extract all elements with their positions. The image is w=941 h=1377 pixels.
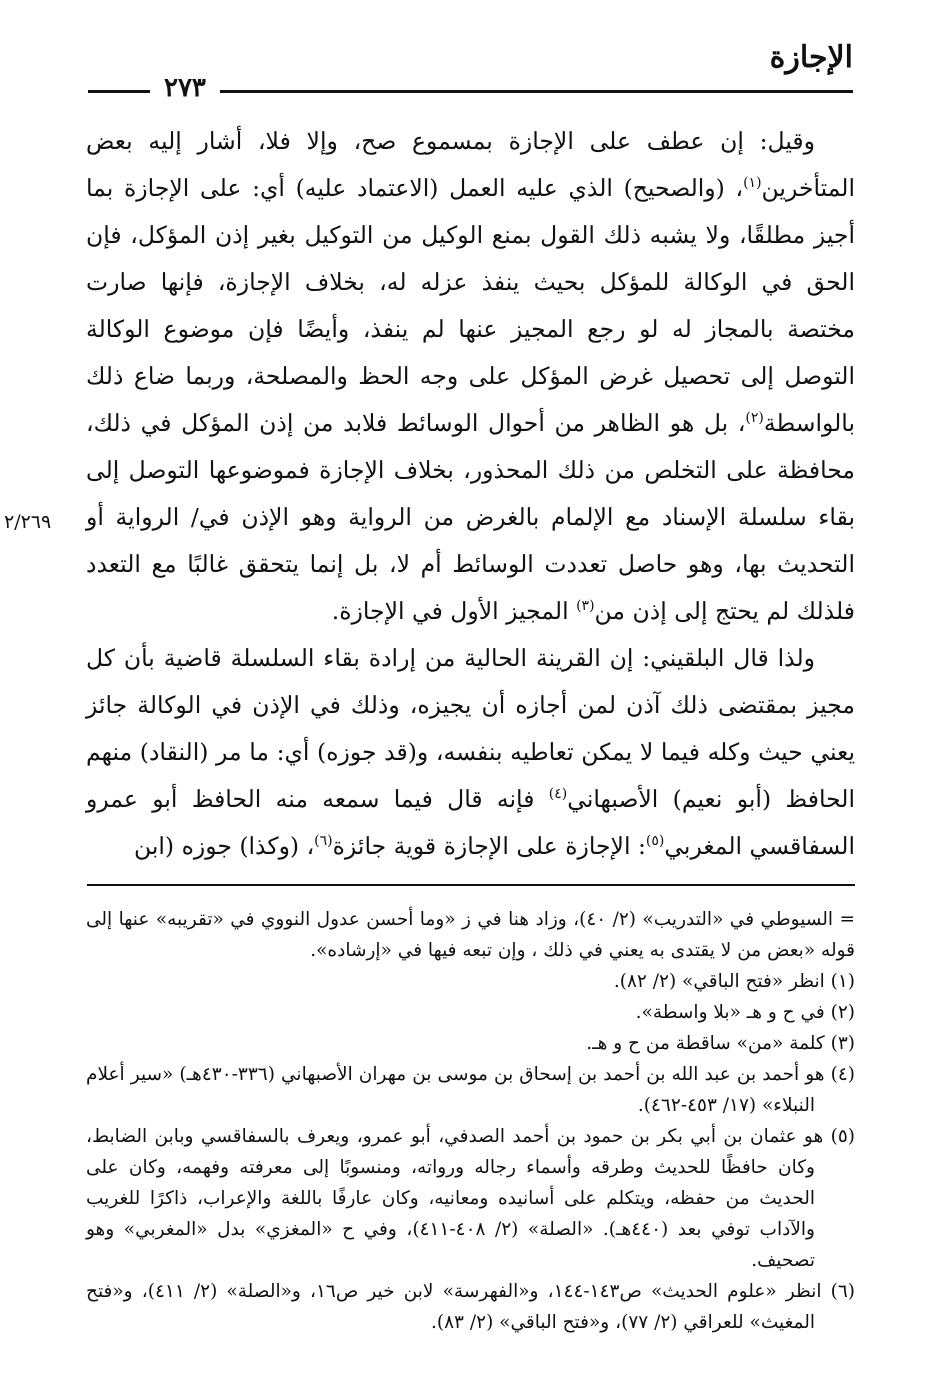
page-header	[88, 38, 853, 103]
footnote-3: (٣) كلمة «من» ساقطة من ح و هـ.	[586, 1033, 855, 1054]
footnote-5: (٥) هو عثمان بن أبي بكر بن حمود بن أحمد الصدفي، أبو عمرو، ويعرف بالسفاقسي وبابن الضابط، وكان حافظًا للحديث وطرقه وأسماء رجاله ورواته، ومنسوبًا إلى معرفته وفهمه، وكان على الحديث من حفظه، ويتكلم على أسانيده ومعانيه، وكان عارفًا باللغة والإعراب، ذاكرًا للغريب والآداب توفي بعد (٤٤٠هـ). «الصلة» (٢/ ٤٠٨-٤١١)، وفي ح «المغزي» بدل «المغربي» وهو تصحيف.	[86, 1126, 855, 1271]
footnote-ref-2: (٢)	[745, 410, 764, 427]
paragraph-1-text-a: وقيل: إن عطف على الإجازة بمسموع صح، وإلا فلا، أشار إليه بعض المتأخرين	[86, 127, 855, 202]
paragraph-1-text-c: ، بل هو الظاهر من أحوال الوسائط فلابد من إذن المؤكل في ذلك، محافظة على التخلص من ذلك المحذور، بخلاف الإجازة فموضوعها التوصل إلى بقاء سلسلة الإسناد مع الإلمام بالغرض من الرواية وهو الإذن في/ الرواية أو التحديث بها، وهو حاصل تعددت الوسائط أم لا، بل إنما يتحقق غالبًا مع التعدد فلذلك لم يحتج إلى إذن من	[86, 409, 855, 625]
footnote-continuation: = السيوطي في «التدريب» (٢/ ٤٠)، وزاد هنا في ز «وما أحسن عدول النووي في «تقريبه» عنها إلى قوله «بعض من لا يقتدى به يعني في ذلك ، وإن تبعه فيها في «إرشاده».	[86, 909, 855, 961]
paragraph-2	[86, 635, 855, 870]
footnote-6: (٦) انظر «علوم الحديث» ص١٤٣-١٤٤، و«الفهرسة» لابن خير ص١٦، و«الصلة» (٢/ ٤١١)، و«فتح المغيث» للعراقي (٢/ ٧٧)، و«فتح الباقي» (٢/ ٨٣).	[86, 1281, 855, 1333]
footnotes	[86, 904, 855, 1338]
paragraph-2-text-b: فإنه قال فيما سمعه منه الحافظ أبو عمرو السفاقسي المغربي	[86, 785, 855, 860]
footnote-ref-5: (٥)	[645, 833, 665, 850]
page-number: ٢٧٣	[150, 68, 220, 108]
footnote-ref-4: (٤)	[548, 786, 568, 803]
footnote-ref-1: (١)	[743, 175, 762, 192]
footnote-4: (٤) هو أحمد بن عبد الله بن أحمد بن إسحاق بن موسى بن مهران الأصبهاني (٣٣٦-٤٣٠هـ) «سير أعلام النبلاء» (١٧/ ٤٥٣-٤٦٢).	[86, 1064, 856, 1116]
main-text	[86, 118, 855, 870]
paragraph-2-text-c: : الإجازة على الإجازة قوية جائزة	[332, 832, 646, 860]
paragraph-1-text-b: ، (والصحيح) الذي عليه العمل (الاعتماد عليه) أي: على الإجازة بما أجيز مطلقًا، ولا يشبه ذلك القول بمنع الوكيل من التوكيل بغير إذن المؤكل، فإن الحق في الوكالة للمؤكل بحيث ينفذ عزله له، بخلاف الإجازة، فإنها صارت مختصة بالمجاز له لو رجع المجيز عنها لم ينفذ، وأيضًا فإن موضوع الوكالة التوصل إلى تحصيل غرض المؤكل على وجه الحظ والمصلحة، وربما ضاع ذلك بالواسطة	[86, 174, 855, 437]
footnote-1: (١) انظر «فتح الباقي» (٢/ ٨٢).	[613, 971, 855, 992]
footnote-ref-6: (٦)	[314, 833, 333, 850]
footnote-ref-3: (٣)	[576, 598, 595, 615]
paragraph-1-text-d: المجيز الأول في الإجازة.	[331, 597, 577, 625]
footnote-2: (٢) في ح و هـ «بلا واسطة».	[635, 1002, 855, 1023]
paragraph-2-text-d: ، (وكذا) جوزه (ابن	[133, 832, 315, 860]
margin-page-reference: ٢/٢٦٩	[4, 511, 52, 533]
paragraph-2-text-a: ولذا قال البلقيني: إن القرينة الحالية من إرادة بقاء السلسلة قاضية بأن كل مجيز بمقتضى ذلك آذن لمن أجازه أن يجيزه، وذلك في الإذن في الوكالة جائز يعني حيث وكله فيما لا يمكن تعاطيه بنفسه، و(قد جوزه) أي: ما مر (النقاد) منهم الحافظ (أبو نعيم) الأصبهاني	[86, 644, 855, 813]
footnote-separator	[87, 884, 855, 886]
paragraph-1	[86, 118, 855, 635]
running-title: الإجازة	[769, 40, 853, 75]
